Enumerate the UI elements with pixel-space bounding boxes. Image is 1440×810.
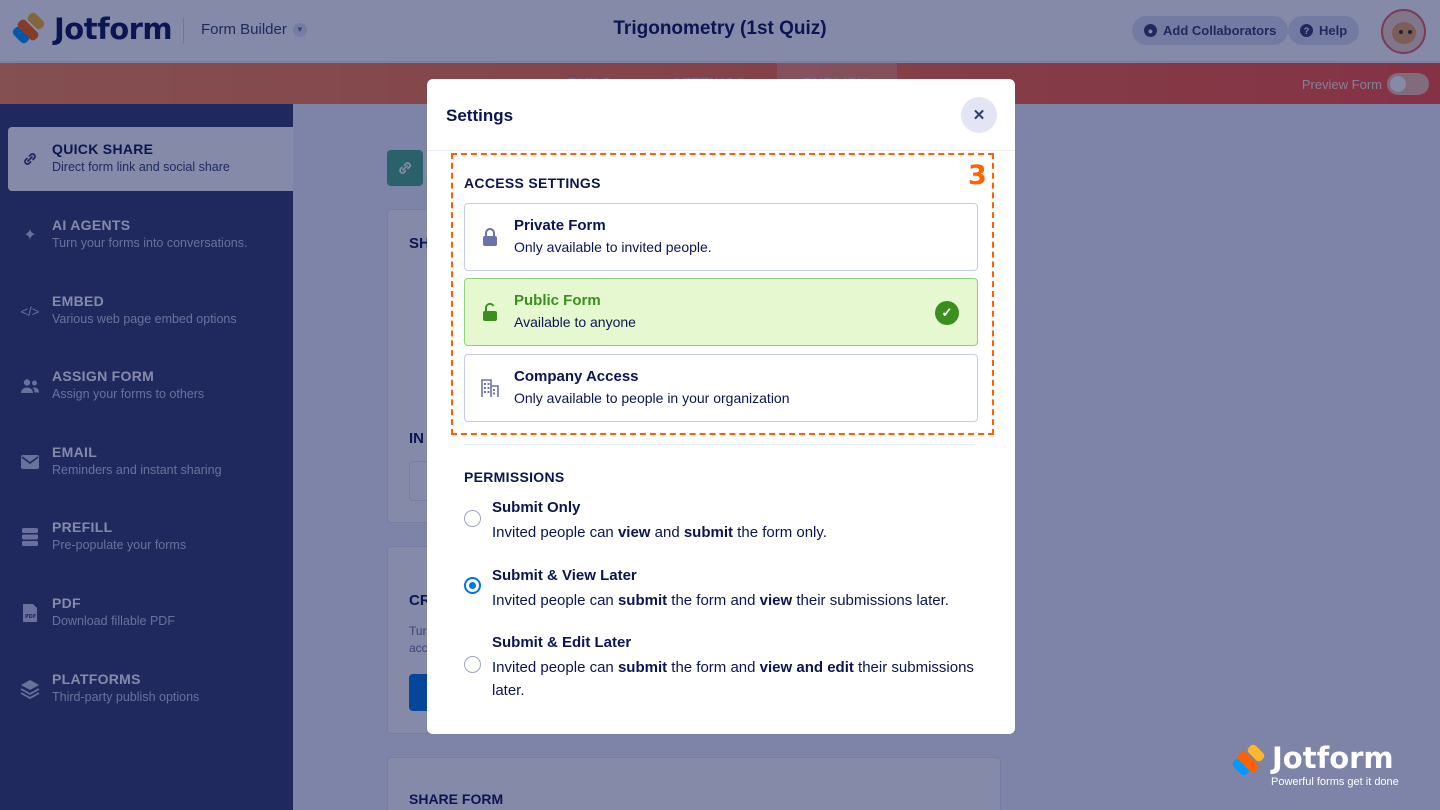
access-option-company[interactable] [464,354,978,422]
modal-header [427,79,1015,151]
access-option-public[interactable] [464,278,978,346]
settings-modal [427,79,1015,734]
radio-submit-edit-later[interactable] [464,656,481,673]
jotform-watermark [1234,741,1394,778]
permission-desc: Invited people can view and submit the form only. [492,524,827,541]
section-divider [464,444,975,445]
jotform-watermark-tagline: Powerful forms get it done [1271,776,1399,788]
access-option-title: Company Access [514,368,639,385]
access-option-title: Public Form [514,292,601,309]
permission-title: Submit Only [492,499,581,516]
permissions-label: PERMISSIONS [464,469,565,485]
permission-title: Submit & View Later [492,567,637,584]
check-icon: ✓ [935,301,959,325]
modal-title: Settings [446,106,514,125]
building-icon [480,378,500,398]
step-number: 3 [968,160,987,191]
access-option-desc: Only available to invited people. [514,239,712,255]
close-button[interactable] [961,97,997,133]
access-option-title: Private Form [514,217,606,234]
unlock-icon [480,302,500,322]
radio-submit-view-later[interactable] [464,577,481,594]
radio-submit-only[interactable] [464,510,481,527]
permission-desc: Invited people can submit the form and view their submissions later. [492,592,949,609]
access-settings-label: ACCESS SETTINGS [464,175,601,191]
jotform-watermark-text: Jotform [1272,741,1394,775]
access-option-desc: Available to anyone [514,314,636,330]
permission-desc: Invited people can submit the form and view and edit their submissions later. [492,659,974,699]
access-option-private[interactable] [464,203,978,271]
jotform-watermark-icon [1234,744,1264,778]
access-option-desc: Only available to people in your organization [514,390,790,406]
lock-icon [480,227,500,247]
permission-title: Submit & Edit Later [492,634,632,651]
close-icon: ✕ [972,107,986,124]
